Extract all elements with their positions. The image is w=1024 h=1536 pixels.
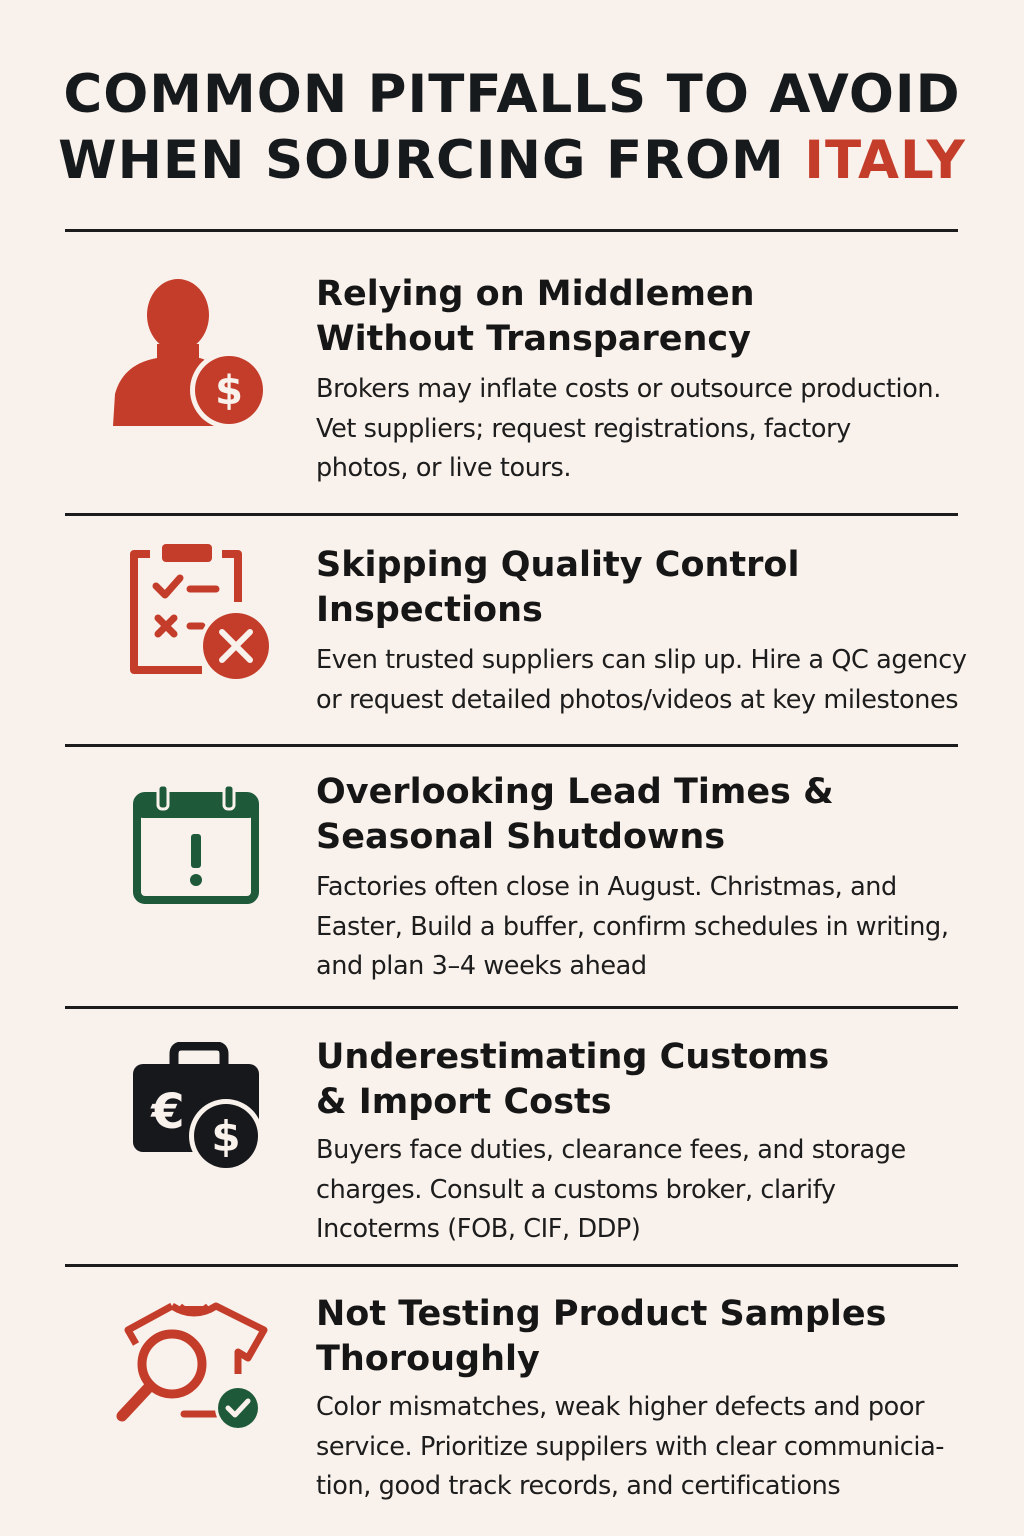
pitfall-title (316, 543, 996, 633)
pitfall-description-line: or request detailed photos/videos at key milestones (316, 684, 959, 715)
pitfall-description-line: tion, good track records, and certifications (316, 1471, 841, 1501)
pitfall-title-line: Without Transparency (316, 319, 751, 359)
pitfall-title-line: Inspections (316, 590, 543, 630)
divider (65, 513, 958, 516)
title-line-2-prefix: WHEN SOURCING FROM (58, 130, 785, 191)
pitfall-description (316, 641, 1006, 720)
pitfall-description-line: Vet suppliers; request registrations, factory (316, 413, 851, 444)
svg-text:$: $ (211, 1112, 241, 1161)
pitfall-description-line: Buyers face duties, clearance fees, and storage (316, 1135, 906, 1165)
pitfall-title-line: Overlooking Lead Times & (316, 772, 834, 812)
pitfall-description (316, 1131, 1006, 1250)
svg-text:€: € (151, 1084, 185, 1140)
svg-text:$: $ (215, 368, 243, 414)
pitfall-title-line: Seasonal Shutdowns (316, 817, 726, 857)
pitfall-title (316, 272, 996, 362)
pitfall-title (316, 1292, 996, 1382)
briefcase-currency-icon (130, 1042, 270, 1177)
shirt-magnifier-check-icon (112, 1296, 272, 1431)
pitfall-description-line: Brokers may inflate costs or outsource production. (316, 374, 941, 404)
page-title (0, 62, 1024, 194)
pitfall-description-line: service. Prioritize suppilers with clear communicia- (316, 1431, 945, 1462)
title-accent-word: ITALY (804, 130, 966, 191)
pitfall-description-line: Color mismatches, weak higher defects and poor (316, 1392, 925, 1422)
divider (65, 744, 958, 747)
pitfall-title-line: Not Testing Product Samples (316, 1294, 887, 1334)
divider (65, 1006, 958, 1009)
pitfall-description (316, 868, 1006, 987)
pitfall-title-line: Relying on Middlemen (316, 274, 755, 314)
divider (65, 229, 958, 232)
pitfall-title (316, 1035, 996, 1125)
pitfall-description-line: Factories often close in August. Christmas, and (316, 872, 897, 902)
pitfall-description-line: Even trusted suppliers can slip up. Hire a QC agency (316, 645, 967, 675)
pitfall-description (316, 370, 1006, 489)
pitfall-description-line: and plan 3–4 weeks ahead (316, 951, 647, 981)
checklist-x-icon (128, 542, 278, 687)
divider (65, 1264, 958, 1267)
pitfall-title (316, 770, 996, 860)
pitfall-description (316, 1388, 1006, 1507)
pitfall-description-line: Easter, Build a buffer, confirm schedules in writing, (316, 911, 949, 942)
pitfall-title-line: Underestimating Customs (316, 1037, 830, 1077)
pitfall-description-line: photos, or live tours. (316, 453, 572, 483)
pitfall-title-line: Thoroughly (316, 1339, 540, 1379)
person-dollar-icon (105, 272, 275, 432)
pitfall-description-line: Incoterms (FOB, CIF, DDP) (316, 1214, 641, 1244)
pitfall-title-line: Skipping Quality Control (316, 545, 800, 585)
title-line-1: COMMON PITFALLS TO AVOID (63, 64, 961, 125)
pitfall-title-line: & Import Costs (316, 1082, 612, 1122)
pitfall-description-line: charges. Consult a customs broker, clarify (316, 1174, 836, 1205)
calendar-alert-icon (130, 782, 265, 907)
